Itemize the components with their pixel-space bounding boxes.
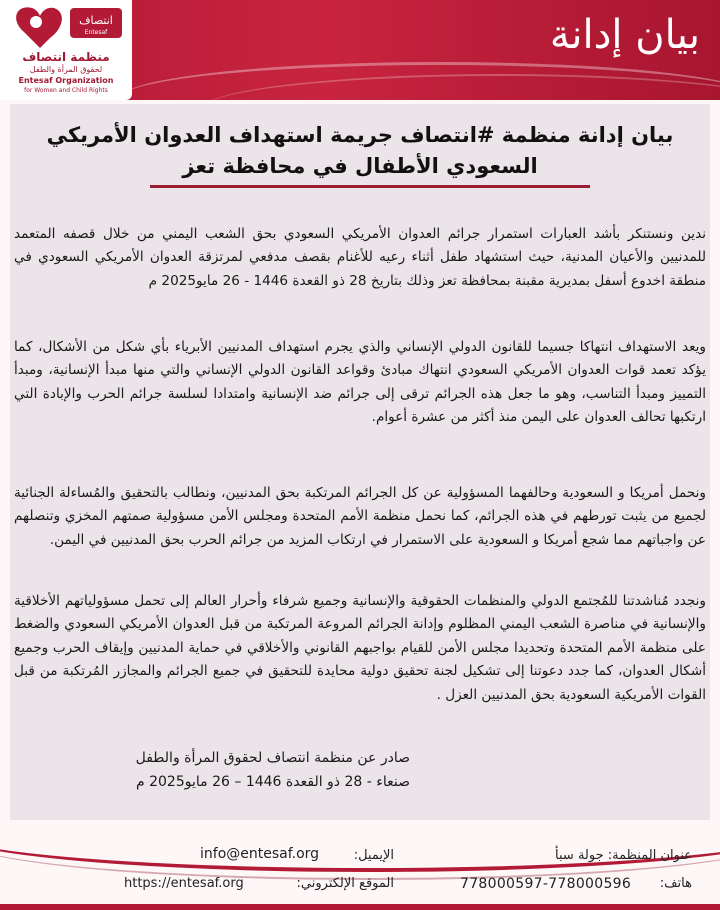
statement-paragraph-1: ندين ونستنكر بأشد العبارات استمرار جرائم العدوان الأمريكي السعودي بحق الشعب اليمني من خلال قصفه المتعمد للمدنيين والأعيان المدنية، حيث استشهاد طفل أثناء رعيه للأغنام بقصف مدفعي لمرتزقة العدوان الأمريكي السعودي في منطقة اخدوع أسفل بمديرية مقبنة بمحافظة تعز وذلك بتاريخ 28 ذو القعدة 1446 - 26 مايو2025 م [14, 225, 706, 289]
logo-name-ar: منظمة انتصاف [22, 50, 110, 64]
footer-website-label: الموقع الإلكتروني: [296, 876, 394, 891]
logo-name-en: Entesaf Organization [18, 76, 114, 85]
logo-mark-text: انتصاف [79, 14, 113, 27]
header-banner [0, 0, 720, 100]
statement-paragraph-4: ونجدد مُناشدتنا للمُجتمع الدولي والمنظمات الحقوقية والإنسانية وجميع شرفاء وأحرار العالم إلى تحمل مسؤولياتهم الأخلاقية والإنسانية في مناصرة الشعب اليمني المظلوم وإدانة الجرائم المروعة المرتكبة من قبل العدوان الأمريكي السعودي والضغط على منظمة الأمم المتحدة وتحديدا مجلس الأمن للقيام بواجبهم القانوني والأخلاقي في حماية المدنيين وإيقاف الحرب وجميع أشكال العدوان، كما جدد دعوتنا إلى تشكيل لجنة تحقيق دولية محايدة للتحقيق في جميع الجرائم والمجازر المُرتكبة من قبل القوات الأمريكية السعودية بحق المدنيين العزل . [14, 592, 706, 703]
statement-paragraph-3: ونحمل أمريكا و السعودية وحالفهما المسؤولية عن كل الجرائم المرتكبة بحق المدنيين، ونطالب بالتحقيق والمُساءلة الجنائية لجميع من يثبت تورطهم في هذه الجرائم، كما نحمل منظمة الأمم المتحدة ومجلس الأمن مسؤولية صمتهم المخزي وتنصلهم عن واجباتهم مما شجع أمريكا و السعودية على الاستمرار في ارتكاب المزيد من جرائم الحرب بحق المدنيين في اليمن. [14, 484, 706, 548]
header-title: بيان إدانة [549, 12, 700, 58]
signature-date: صنعاء - 28 ذو القعدة 1446 – 26 مايو2025 م [135, 774, 410, 790]
footer-bar [0, 828, 720, 910]
footer-website-link[interactable]: https://entesaf.org [124, 876, 244, 891]
footer-phone-number[interactable]: 778000597-778000596 [460, 876, 632, 892]
footer-email-label: الإيميل: [353, 848, 394, 863]
signature-issuer: صادر عن منظمة انتصاف لحقوق المرأة والطفل [135, 750, 410, 766]
title-underline [150, 185, 590, 188]
logo-heart-icon [6, 2, 126, 52]
logo-mark-subtext: Entesaf [84, 29, 108, 36]
logo-tagline-ar: لحقوق المرأة والطفل [29, 65, 103, 74]
footer-edge [0, 904, 720, 910]
logo-tagline-en: for Women and Child Rights [24, 87, 108, 94]
statement-panel [10, 104, 710, 820]
footer-address: عنوان المنظمة: جولة سبأ [555, 848, 692, 863]
signature-block [136, 746, 410, 794]
statement-title: بيان إدانة منظمة #انتصاف جريمة استهداف العدوان الأمريكي السعودي الأطفال في محافظة تعز [46, 123, 674, 178]
footer-phone-label: هاتف: [659, 876, 692, 891]
footer-email-link[interactable]: info@entesaf.org [200, 846, 320, 862]
organization-logo [0, 0, 132, 100]
statement-paragraph-2: ويعد الاستهداف انتهاكا جسيما للقانون الدولي الإنساني والذي يجرم استهداف المدنيين الأبرياء بأي شكل من الأشكال، كما يؤكد تعمد قوات العدوان الأمريكي السعودي انتهاك مبادئ وقواعد القانون الدولي الإنساني والتي منها مبدأ الإنسانية، ومبدأ التمييز ومبدأ التناسب، وهو ما جعل هذه الجرائم ترقى إلى جرائم ضد الإنسانية وامتدادا لسلسة جرائم الحرب والإبادة التي ارتكبها تحالف العدوان على اليمن منذ أكثر من عشرة أعوام. [14, 338, 706, 426]
